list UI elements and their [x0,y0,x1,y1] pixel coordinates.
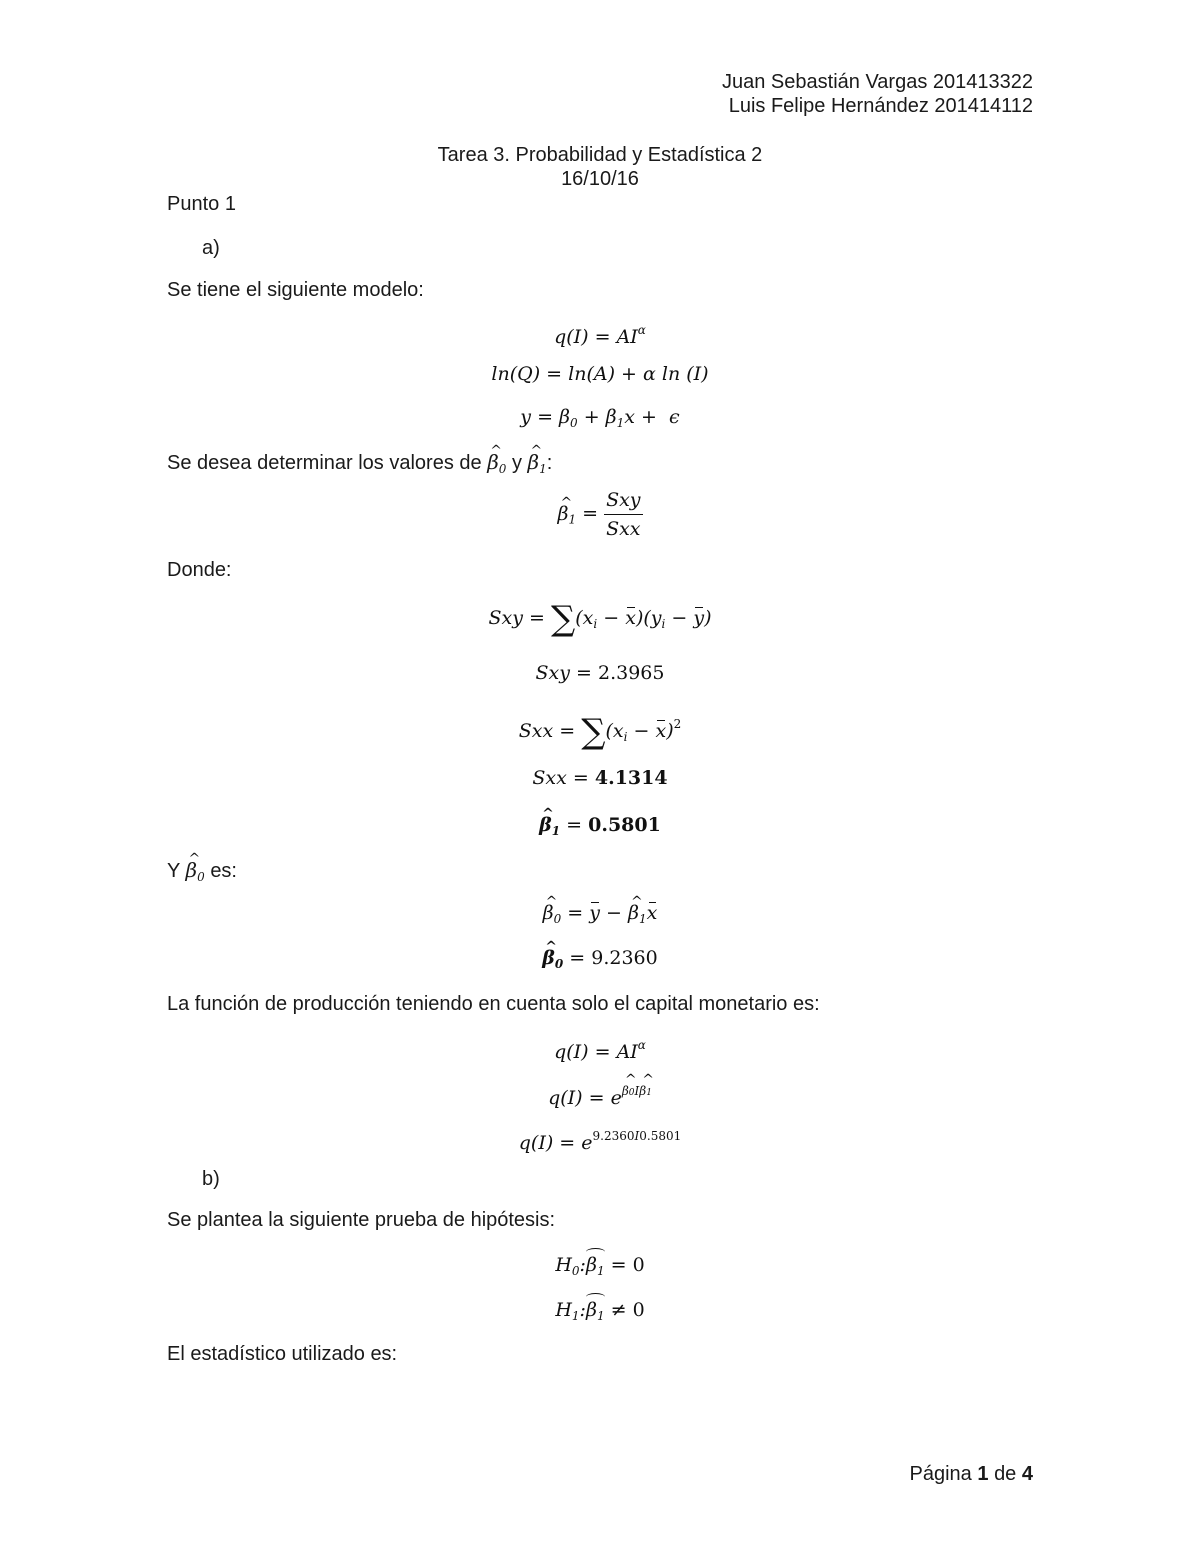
beta0-hat-symbol: ^ $\beta_0$ [487,450,506,474]
section-heading: Punto 1 [167,193,236,215]
equation-beta0-value: ^ $\beta_0 = 9.2360$ [0,944,1200,978]
beta0-intro-prefix: Y [167,860,180,882]
footer-of-word: de [994,1463,1017,1485]
equation-production: $q(I) = AI^\alpha$ [554,1038,646,1063]
equation-null-hypothesis: $H_0:\beta_1 = 0$ [0,1251,1200,1285]
equation-sxy-value: Sxy = 2.3965 [535,662,665,684]
document-date: 16/10/16 [561,168,639,190]
production-text: La función de producción teniendo en cuenta solo el capital monetario es: [167,993,820,1015]
beta1-hat-symbol: ^ $\beta_1$ [528,450,547,474]
statistic-intro-text: El estadístico utilizado es: [167,1343,398,1365]
document-title: Tarea 3. Probabilidad y Estadística 2 [437,144,763,166]
equation-sxx-definition: Sxx = $\sum(x_i - x)^2$ [518,712,682,752]
equation-alt-hypothesis: $H_1:\beta_1 \ne 0$ [0,1296,1200,1330]
author-line-1: Juan Sebastián Vargas 201413322 [722,71,1033,93]
equation-production-values: $q(I) = e^{9.2360I0.5801}$ [518,1129,682,1154]
sxy-value: 2.3965 [597,662,665,684]
beta1-value: 0.5801 [588,814,661,836]
sxx-value: 4.1314 [594,767,668,789]
footer-page-number: 1 [977,1463,989,1485]
beta0-intro-suffix: es: [210,860,237,882]
exponent-beta0: 9.2360 [592,1129,635,1143]
beta0-intro-text [167,858,237,889]
page-footer [910,1463,1033,1486]
author-line-2: Luis Felipe Hernández 201414112 [728,95,1033,117]
determine-text-prefix: Se desea determinar los valores de [167,452,482,474]
part-b-label: b) [202,1168,220,1190]
equation-beta1-value: ^ $\beta_1 = 0.5801$ [0,811,1200,845]
beta0-hat-inline: ^ $\beta_0$ [186,858,205,882]
equation-production-estimates: q(I) = e^ $^{\beta 0I\^{} \beta 1}$ [0,1077,1200,1112]
beta0-value: 9.2360 [591,947,658,969]
equation-beta0-formula: ^ $\beta_0 = y$ − ^ $\beta_1x$ [0,899,1200,933]
equation-sxx-value: Sxx = 4.1314 [532,767,668,789]
equation-model: $q(I) = AI^\alpha$ [554,323,646,348]
equation-sxy-definition: Sxy = $\sum(x_i - x)(y_i - y)$ [488,599,712,639]
determine-text: Se desea determinar los valores de ^ $\beta_0$ y ^ $\beta_1$: [167,450,552,481]
fraction-sxy-sxx: $\frac{\text{Sxy}}{\text{Sxx}}$ [606,489,641,540]
equation-linear-model: $y = \beta_0 + \beta_1x + \epsilon$ [520,406,680,430]
footer-total-pages: 4 [1021,1463,1033,1485]
part-a-label: a) [202,237,220,259]
exponent-beta1: 0.5801 [639,1129,682,1143]
footer-page-word: Página [909,1463,972,1485]
determine-text-and: y [511,452,522,474]
equation-beta1-formula: ^ $\beta_1$ = $\frac{\text{Sxy}}{\text{Sxx}}$ [0,488,1200,541]
equation-log-model: ln(Q) = ln(A) + α ln (I) [491,363,709,385]
donde-text: Donde: [167,559,232,581]
model-intro-text: Se tiene el siguiente modelo: [167,279,424,301]
hypothesis-intro-text: Se plantea la siguiente prueba de hipótesis: [167,1209,556,1231]
